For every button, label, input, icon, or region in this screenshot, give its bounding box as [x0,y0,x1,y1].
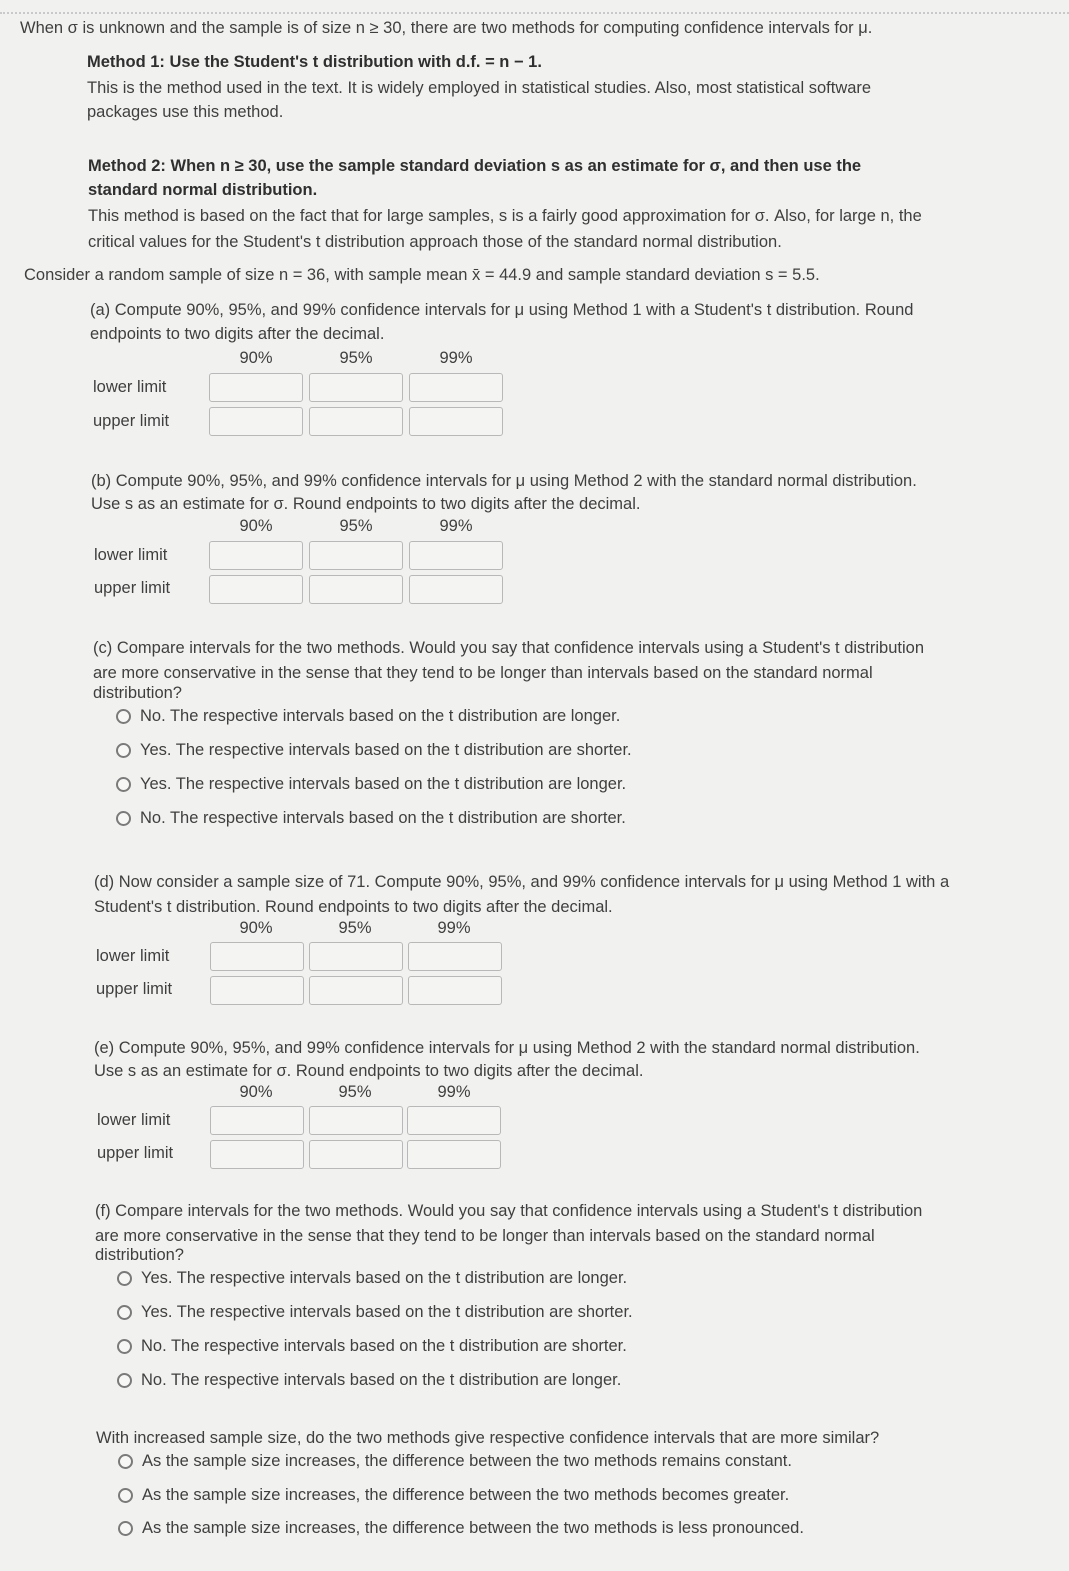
upper-limit-label: upper limit [93,412,170,430]
part-c-prompt-2: are more conservative in the sense that they tend to be longer than intervals based on the standard normal [93,664,873,682]
f-option-3[interactable]: No. The respective intervals based on the t distribution are shorter. [117,1337,627,1356]
method1-title: Method 1: Use the Student's t distribution with d.f. = n − 1. [87,53,542,71]
col-header-90: 90% [239,517,273,535]
d-lower-95-input[interactable] [309,942,403,971]
lower-limit-label: lower limit [96,947,170,965]
sample-description: Consider a random sample of size n = 36, with sample mean x̄ = 44.9 and sample standard deviation s = 5.5. [24,266,820,284]
f-option-2[interactable]: Yes. The respective intervals based on the t distribution are shorter. [117,1303,633,1322]
intro-text: When σ is unknown and the sample is of size n ≥ 30, there are two methods for computing confidence intervals for μ. [20,19,873,37]
method2-desc-1: This method is based on the fact that for large samples, s is a fairly good approximation for σ. Also, for large n, the [88,207,922,225]
lower-limit-label: lower limit [93,378,167,396]
a-lower-99-input[interactable] [409,373,503,402]
radio-button[interactable] [118,1454,133,1469]
g-option-2[interactable]: As the sample size increases, the difference between the two methods becomes greater. [118,1486,789,1505]
e-lower-90-input[interactable] [210,1106,304,1135]
b-lower-90-input[interactable] [209,541,303,570]
part-f-prompt-1: (f) Compare intervals for the two methods. Would you say that confidence intervals using a Student's t distribution [95,1202,923,1220]
d-upper-90-input[interactable] [210,976,304,1005]
radio-button[interactable] [116,811,131,826]
col-header-99: 99% [437,919,471,937]
col-header-99: 99% [439,517,473,535]
c-option-1[interactable]: No. The respective intervals based on the t distribution are longer. [116,707,620,726]
g-option-1[interactable]: As the sample size increases, the difference between the two methods remains constant. [118,1452,792,1471]
radio-button[interactable] [116,777,131,792]
d-upper-99-input[interactable] [408,976,502,1005]
e-upper-99-input[interactable] [407,1140,501,1169]
method1-desc-1: This is the method used in the text. It is widely employed in statistical studies. Also, most statistical software [87,79,872,97]
part-c-prompt-3: distribution? [93,684,182,702]
col-header-95: 95% [338,919,372,937]
col-header-99: 99% [437,1083,471,1101]
col-header-95: 95% [338,1083,372,1101]
b-upper-99-input[interactable] [409,575,503,604]
part-g-prompt: With increased sample size, do the two methods give respective confidence intervals that are more similar? [96,1429,880,1447]
method2-title-2: standard normal distribution. [88,181,318,199]
col-header-95: 95% [339,349,373,367]
b-upper-95-input[interactable] [309,575,403,604]
a-upper-90-input[interactable] [209,407,303,436]
radio-button[interactable] [117,1339,132,1354]
radio-button[interactable] [117,1305,132,1320]
col-header-95: 95% [339,517,373,535]
e-upper-95-input[interactable] [309,1140,403,1169]
d-lower-99-input[interactable] [408,942,502,971]
d-lower-90-input[interactable] [210,942,304,971]
d-upper-95-input[interactable] [309,976,403,1005]
b-lower-95-input[interactable] [309,541,403,570]
c-option-4[interactable]: No. The respective intervals based on the t distribution are shorter. [116,809,626,828]
radio-button[interactable] [116,709,131,724]
a-lower-90-input[interactable] [209,373,303,402]
lower-limit-label: lower limit [94,546,168,564]
c-option-3[interactable]: Yes. The respective intervals based on the t distribution are longer. [116,775,626,794]
method2-title-1: Method 2: When n ≥ 30, use the sample standard deviation s as an estimate for σ, and then use the [88,157,862,175]
upper-limit-label: upper limit [94,579,171,597]
radio-button[interactable] [116,743,131,758]
radio-button[interactable] [118,1521,133,1536]
radio-button[interactable] [118,1488,133,1503]
a-upper-99-input[interactable] [409,407,503,436]
a-upper-95-input[interactable] [309,407,403,436]
part-d-prompt-2: Student's t distribution. Round endpoints to two digits after the decimal. [94,898,613,916]
top-divider [0,12,1069,14]
lower-limit-label: lower limit [97,1111,171,1129]
part-f-prompt-3: distribution? [95,1246,184,1264]
e-lower-99-input[interactable] [407,1106,501,1135]
col-header-90: 90% [239,349,273,367]
f-option-4[interactable]: No. The respective intervals based on the t distribution are longer. [117,1371,621,1390]
col-header-90: 90% [239,919,273,937]
part-b-prompt-2: Use s as an estimate for σ. Round endpoints to two digits after the decimal. [91,495,641,513]
radio-button[interactable] [117,1271,132,1286]
c-option-2[interactable]: Yes. The respective intervals based on the t distribution are shorter. [116,741,632,760]
col-header-99: 99% [439,349,473,367]
method1-desc-2: packages use this method. [87,103,284,121]
method2-desc-2: critical values for the Student's t distribution approach those of the standard normal distribution. [88,233,782,251]
part-e-prompt-1: (e) Compute 90%, 95%, and 99% confidence intervals for μ using Method 2 with the standard normal distribution. [94,1039,920,1057]
e-lower-95-input[interactable] [309,1106,403,1135]
part-e-prompt-2: Use s as an estimate for σ. Round endpoints to two digits after the decimal. [94,1062,644,1080]
upper-limit-label: upper limit [97,1144,174,1162]
e-upper-90-input[interactable] [210,1140,304,1169]
b-lower-99-input[interactable] [409,541,503,570]
g-option-3[interactable]: As the sample size increases, the difference between the two methods is less pronounced. [118,1519,804,1538]
f-option-1[interactable]: Yes. The respective intervals based on the t distribution are longer. [117,1269,627,1288]
part-b-prompt-1: (b) Compute 90%, 95%, and 99% confidence intervals for μ using Method 2 with the standard normal distribution. [91,472,917,490]
part-d-prompt-1: (d) Now consider a sample size of 71. Compute 90%, 95%, and 99% confidence intervals for μ using Method 1 with a [94,873,950,891]
upper-limit-label: upper limit [96,980,173,998]
part-a-prompt-1: (a) Compute 90%, 95%, and 99% confidence intervals for μ using Method 1 with a Student's t distribution. Round [90,301,914,319]
radio-button[interactable] [117,1373,132,1388]
b-upper-90-input[interactable] [209,575,303,604]
a-lower-95-input[interactable] [309,373,403,402]
part-f-prompt-2: are more conservative in the sense that they tend to be longer than intervals based on the standard normal [95,1227,875,1245]
part-a-prompt-2: endpoints to two digits after the decimal. [90,325,385,343]
part-c-prompt-1: (c) Compare intervals for the two methods. Would you say that confidence intervals using a Student's t distribution [93,639,925,657]
col-header-90: 90% [239,1083,273,1101]
